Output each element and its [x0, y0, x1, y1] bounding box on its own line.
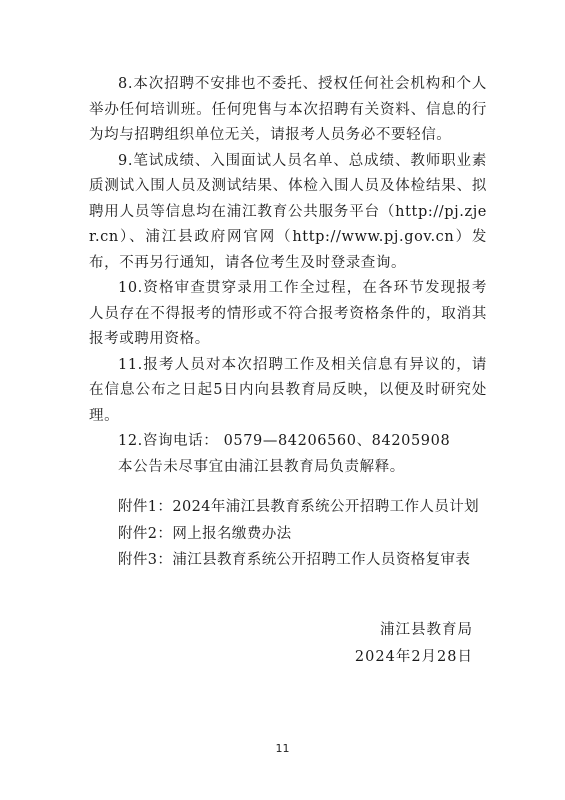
paragraph-item-11: 11.报考人员对本次招聘工作及相关信息有异议的，请在信息公布之日起5日内向县教育局反映，以便及时研究处理。 — [89, 356, 487, 424]
issuing-organization: 浦江县教育局 — [380, 622, 473, 638]
paragraph-item-9: 9.笔试成绩、入围面试人员名单、总成绩、教师职业素质测试入围人员及测试结果、体检入围人员及体检结果、拟聘用人员等信息均在浦江教育公共服务平台（http://pj.zjer.cn）、浦江县政府网官网（http://www.pj.gov.cn）发布，不再另行通知，请各位考生及时登录查询。 — [89, 152, 487, 271]
interpretation-note: 本公告未尽事宜由浦江县教育局负责解释。 — [118, 458, 405, 475]
signature-block — [355, 617, 473, 670]
attachment-list — [118, 494, 518, 574]
paragraph-item-10: 10.资格审查贯穿录用工作全过程，在各环节发现报考人员存在不得报考的情形或不符合报考资格条件的，取消其报考或聘用资格。 — [89, 280, 487, 347]
issue-date: 2024年2月28日 — [354, 648, 473, 665]
contact-phone: 12.咨询电话： 0579—84206560、84205908 — [118, 433, 451, 449]
attachment-item-1: 附件1：2024年浦江县教育系统公开招聘工作人员计划 — [118, 499, 480, 515]
attachment-item-3: 附件3：浦江县教育系统公开招聘工作人员资格复审表 — [118, 552, 471, 568]
announcement-body — [89, 72, 487, 480]
page-number: 11 — [275, 742, 290, 755]
paragraph-item-8: 8.本次招聘不安排也不委托、授权任何社会机构和个人举办任何培训班。任何兜售与本次招聘有关资料、信息的行为均与招聘组织单位无关，请报考人员务必不要轻信。 — [89, 76, 487, 143]
attachment-item-2: 附件2：网上报名缴费办法 — [118, 525, 292, 542]
